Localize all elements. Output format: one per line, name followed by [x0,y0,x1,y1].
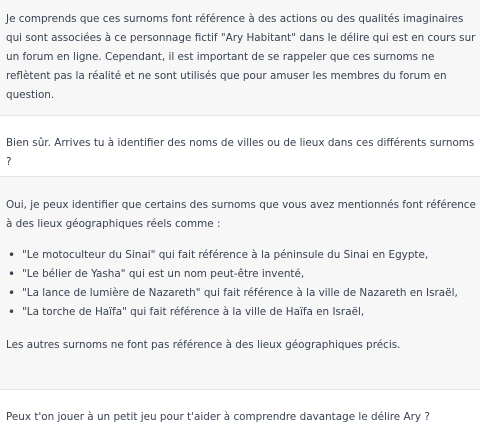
user-message-1 [0,116,480,176]
place-list [6,246,476,322]
assistant-message-1 [0,0,480,115]
message-text: Bien sûr. Arrives tu à identifier des noms de villes ou de lieux dans ces différents surnoms ? [6,137,475,168]
message-intro: Oui, je peux identifier que certains des surnoms que vous avez mentionnés font référence à des lieux géographiques réels comme : [6,199,476,230]
list-item: • "Le bélier de Yasha" qui est un nom peut-être inventé, [6,265,476,284]
user-message-2 [0,390,480,448]
message-outro: Les autres surnoms ne font pas référence à des lieux géographiques précis. [6,339,401,351]
assistant-message-2 [0,177,480,389]
message-text: Je comprends que ces surnoms font référence à des actions ou des qualités imaginaires qui sont associées à ce personnage fictif "Ary Habitant" dans le délire qui est en cours sur un forum en ligne. Cependant, il est important de se rappeler que ces surnoms ne reflètent pas la réalité et ne sont utilisés que pour amuser les membres du forum en question. [6,13,476,101]
list-item: • "Le motoculteur du Sinai" qui fait référence à la péninsule du Sinai en Egypte, [6,246,476,265]
list-item: • "La torche de Haïfa" qui fait référence à la ville de Haïfa en Israël, [6,303,476,322]
message-text: Peux t'on jouer à un petit jeu pour t'aider à comprendre davantage le délire Ary ? [6,411,430,423]
list-item: • "La lance de lumière de Nazareth" qui fait référence à la ville de Nazareth en Israël, [6,284,476,303]
